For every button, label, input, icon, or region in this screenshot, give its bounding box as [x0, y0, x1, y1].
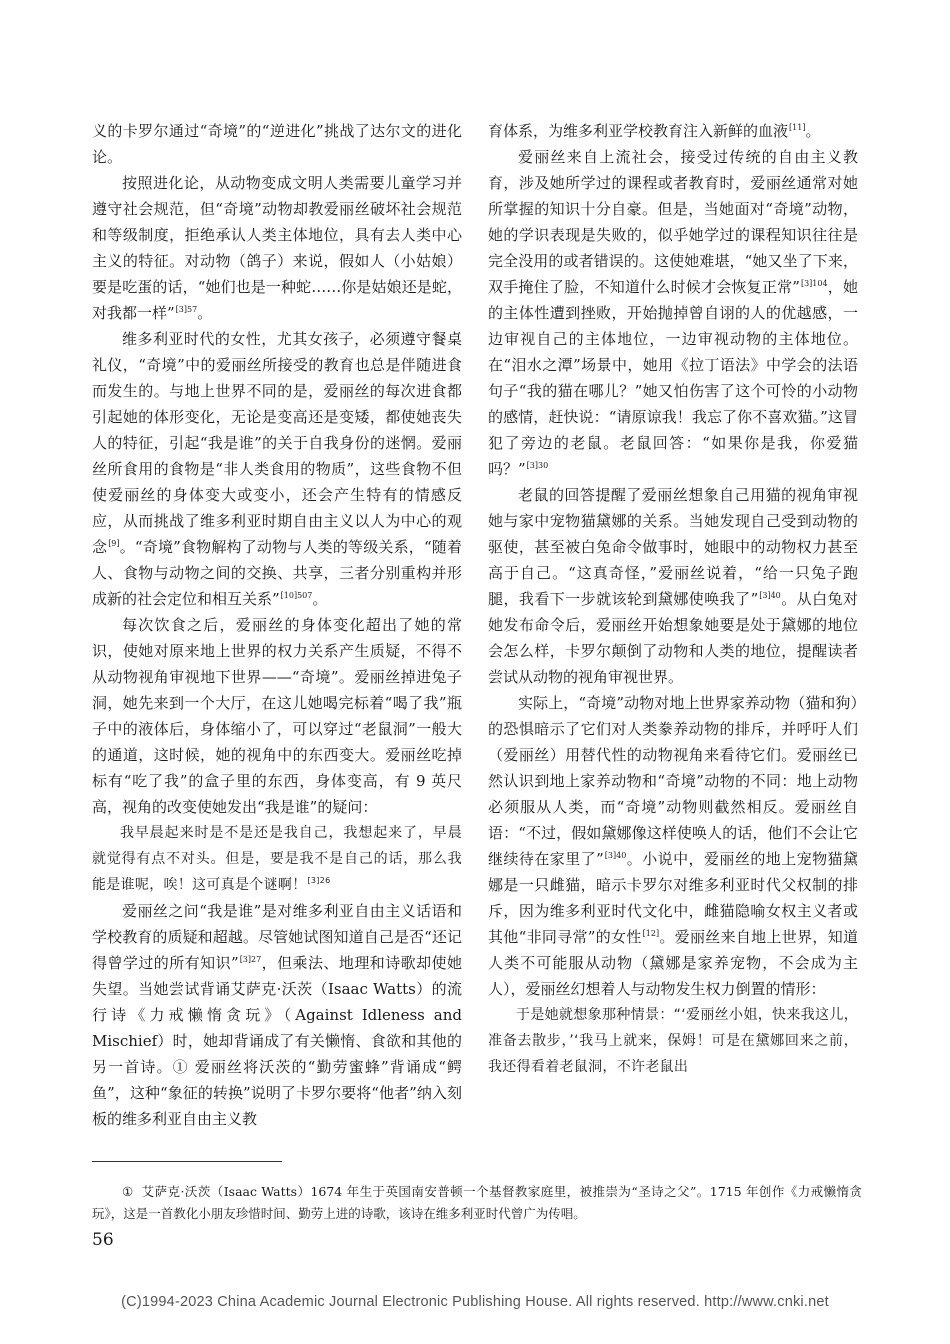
paragraph-text: 。从白兔对她发布命令后，爱丽丝开始想象她要是处于黛娜的地位会怎么样，卡罗尔颠倒了动物和人类的地位，提醒读者尝试从动物的视角审视世界。 — [488, 590, 858, 686]
citation: [3]27 — [239, 955, 262, 964]
footnote — [92, 1181, 862, 1225]
left-column — [92, 118, 462, 1132]
paragraph-text: ，她的主体性遭到挫败，开始抛掉曾自诩的人的优越感，一边审视自己的主体地位，一边审视动物的主体地位。在“泪水之潭”场景中，她用《拉丁语法》中学会的法语句子“我的猫在哪儿？”她又怕伤害了这个可怜的小动物的感情，赶快说：“请原谅我！我忘了你不喜欢猫。”这冒犯了旁边的老鼠。老鼠回答：“如果你是我，你爱猫吗？” — [488, 278, 858, 478]
paragraph — [92, 898, 462, 1132]
paragraph-text: 。 — [805, 122, 821, 140]
paragraph — [488, 690, 858, 1002]
citation: [3]104 — [800, 279, 828, 288]
right-column — [488, 118, 858, 1080]
paragraph-text: 。 — [197, 304, 213, 322]
citation: [3]26 — [307, 876, 331, 885]
footnote-mark: ① — [122, 1184, 134, 1199]
paragraph-text: 义的卡罗尔通过“奇境”的“逆进化”挑战了达尔文的进化论。 — [92, 122, 462, 166]
paragraph-text: 按照进化论，从动物变成文明人类需要儿童学习并遵守社会规范，但“奇境”动物却教爱丽丝破坏社会规范和等级制度，拒绝承认人类主体地位，具有去人类中心主义的特征。对动物（鸽子）来说，假如人（小姑娘）要是吃蛋的话，“她们也是一种蛇……你是姑娘还是蛇，对我都一样” — [92, 174, 462, 322]
block-quote — [92, 820, 462, 898]
footnote-divider — [92, 1161, 282, 1162]
citation: [12] — [642, 929, 660, 938]
paragraph — [92, 170, 462, 326]
paragraph — [488, 118, 858, 144]
footnote-text: 艾萨克·沃茨（Isaac Watts）1674 年生于英国南安普顿一个基督教家庭里，被推崇为“圣诗之父”。1715 年创作《力戒懒惰贪玩》，这是一首教化小朋友珍惜时间、勤劳上进的诗歌，该诗在维多利亚时代曾广为传唱。 — [92, 1184, 862, 1221]
paragraph-text: 。“奇境”食物解构了动物与人类的等级关系，“随着人、食物与动物之间的交换、共享，三者分别重构并形成新的社会定位和相互关系” — [92, 538, 462, 608]
citation: [3]57 — [175, 305, 198, 314]
paragraph-text: 。 — [312, 590, 328, 608]
block-quote — [488, 1002, 858, 1080]
citation: [10]507 — [280, 591, 313, 600]
citation: [3]30 — [526, 461, 549, 470]
copyright-notice: (C)1994-2023 China Academic Journal Electronic Publishing House. All rights reserved. http://www.cnki.net — [121, 1294, 829, 1310]
paragraph — [488, 482, 858, 690]
paragraph-text: 育体系，为维多利亚学校教育注入新鲜的血液 — [488, 122, 789, 140]
paragraph-text: 爱丽丝来自上流社会，接受过传统的自由主义教育，涉及她所学过的课程或者教育时，爱丽丝通常对她所掌握的知识十分自豪。但是，当她面对“奇境”动物，她的学识表现是失败的，似乎她学过的课程知识往往是完全没用的或者错误的。这使她难堪，“她又坐了下来，双手掩住了脸，不知道什么时候才会恢复正常” — [488, 148, 858, 296]
paragraph-text: 。小说中，爱丽丝的地上宠物猫黛娜是一只雌猫，暗示卡罗尔对维多利亚时代父权制的排斥，因为维多利亚时代文化中，雌猫隐喻女权主义者或其他“非同寻常”的女性 — [488, 850, 858, 946]
paragraph-text: 于是她就想象那种情景：“‘爱丽丝小姐，快来我这儿，准备去散步，’‘我马上就来，保姆！可是在黛娜回来之前，我还得看着老鼠洞，不许老鼠出 — [488, 1007, 858, 1075]
paragraph — [92, 326, 462, 612]
page-number: 56 — [92, 1230, 114, 1250]
citation: [3]40 — [759, 591, 781, 600]
paragraph-text: 每次饮食之后，爱丽丝的身体变化超出了她的常识，使她对原来地上世界的权力关系产生质疑，不得不从动物视角审视地下世界——“奇境”。爱丽丝掉进兔子洞，她先来到一个大厅，在这儿她喝完标着“喝了我”瓶子中的液体后，身体缩小了，可以穿过“老鼠洞”一般大的通道，这时候，她的视角中的东西变大。爱丽丝吃掉标有“吃了我”的盒子里的东西，身体变高，有 9 英尺高，视角的改变使她发出“我是谁”的疑问： — [92, 616, 462, 816]
paragraph-text: 实际上，“奇境”动物对地上世界家养动物（猫和狗）的恐惧暗示了它们对人类豢养动物的排斥，并呼吁人们（爱丽丝）用替代性的动物视角来看待它们。爱丽丝已然认识到地上家养动物和“奇境”动物的不同：地上动物必须服从人类，而“奇境”动物则截然相反。爱丽丝自语：“不过，假如黛娜像这样使唤人的话，他们不会让它继续待在家里了” — [488, 694, 858, 868]
paragraph-text: ，但乘法、地理和诗歌却使她失望。当她尝试背诵艾萨克·沃茨（Isaac Watts）的流行诗《力戒懒惰贪玩》（Against Idleness and Mischief）时，她却背诵成了有关懒惰、食欲和其他的另一首诗。① 爱丽丝将沃茨的“勤劳蜜蜂”背诵成“鳄鱼”，这种“象征的转换”说明了卡罗尔要将“他者”纳入刻板的维多利亚自由主义教 — [92, 954, 462, 1128]
paragraph — [92, 612, 462, 820]
paragraph-text: 老鼠的回答提醒了爱丽丝想象自己用猫的视角审视她与家中宠物猫黛娜的关系。当她发现自己受到动物的驱使，甚至被白兔命令做事时，她眼中的动物权力甚至高于自己。“这真奇怪，”爱丽丝说着，“给一只兔子跑腿，我看下一步就该轮到黛娜使唤我了” — [488, 486, 858, 608]
paragraph-text: 。爱丽丝来自地上世界，知道人类不可能服从动物（黛娜是家养宠物，不会成为主人），爱丽丝幻想着人与动物发生权力倒置的情形： — [488, 928, 858, 998]
citation: [9] — [108, 539, 120, 548]
paragraph — [488, 144, 858, 482]
paragraph — [92, 118, 462, 170]
paragraph-text: 维多利亚时代的女性，尤其女孩子，必须遵守餐桌礼仪，“奇境”中的爱丽丝所接受的教育也总是伴随进食而发生的。与地上世界不同的是，爱丽丝的每次进食都引起她的体形变化，无论是变高还是变矮，都使她丧失人的特征，引起“我是谁”的关于自我身份的迷惘。爱丽丝所食用的食物是“非人类食用的物质”，这些食物不但使爱丽丝的身体变大或变小，还会产生特有的情感反应，从而挑战了维多利亚时期自由主义以人为中心的观念 — [92, 330, 462, 556]
paragraph-text: 爱丽丝之问“我是谁”是对维多利亚自由主义话语和学校教育的质疑和超越。尽管她试图知道自己是否“还记得曾学过的所有知识” — [92, 902, 462, 972]
citation: [11] — [789, 123, 806, 132]
paragraph-text: 我早晨起来时是不是还是我自己，我想起来了，早晨就觉得有点不对头。但是，要是我不是自己的话，那么我能是谁呢，唉！这可真是个谜啊！ — [92, 825, 462, 893]
citation: [3]40 — [604, 851, 627, 860]
